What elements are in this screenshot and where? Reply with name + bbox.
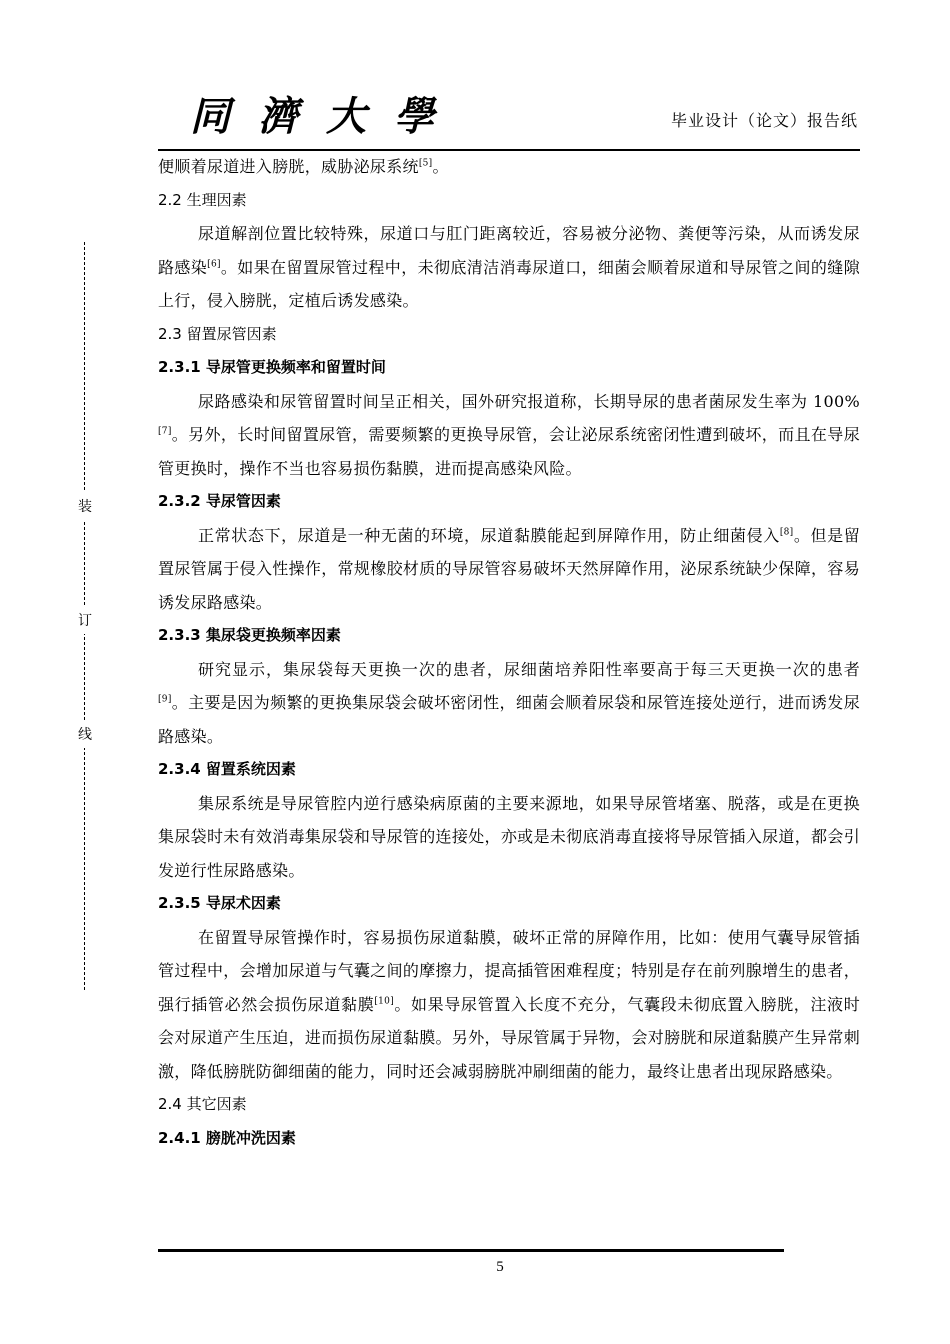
paragraph-text: 正常状态下，尿道是一种无菌的环境，尿道黏膜能起到屏障作用，防止细菌侵入: [198, 525, 780, 545]
paragraph: [158, 217, 860, 318]
footer-rule: [158, 1249, 784, 1252]
citation: [9]: [158, 694, 172, 705]
paragraph-text: 便顺着尿道进入膀胱，威胁泌尿系统: [158, 157, 419, 176]
paragraph-text: 。: [432, 157, 449, 176]
paragraph-text: 。如果在留置尿管过程中，未彻底清洁消毒尿道口，细菌会顺着尿道和导尿管之间的缝隙上行，侵入膀胱，定植后诱发感染。: [158, 257, 860, 310]
section-heading-2-4: 2.4 其它因素: [158, 1095, 247, 1113]
binding-mark-xian: 线: [77, 720, 93, 748]
paragraph: 集尿系统是导尿管腔内逆行感染病原菌的主要来源地，如果导尿管堵塞、脱落，或是在更换集尿袋时未有效消毒集尿袋和导尿管的连接处，亦或是未彻底消毒直接将导尿管插入尿道，都会引发逆行性尿路感染。: [158, 793, 860, 880]
section-heading-2-3-3: 2.3.3 集尿袋更换频率因素: [158, 626, 341, 644]
paragraph-text: 。另外，长时间留置尿管，需要频繁的更换导尿管，会让泌尿系统密闭性遭到破坏，而且在导尿管更换时，操作不当也容易损伤黏膜，进而提高感染风险。: [158, 425, 860, 478]
paragraph-text: 尿路感染和尿管留置时间呈正相关，国外研究报道称，长期导尿的患者菌尿发生率为 100%: [198, 391, 860, 411]
paragraph: [158, 921, 860, 1089]
paragraph-text: 。主要是因为频繁的更换集尿袋会破坏密闭性，细菌会顺着尿袋和尿管连接处逆行，进而诱发尿路感染。: [158, 693, 860, 746]
section-heading-2-4-1: 2.4.1 膀胱冲洗因素: [158, 1128, 296, 1147]
section-heading-2-3-5: 2.3.5 导尿术因素: [158, 894, 281, 912]
binding-mark-zhuang: 装: [77, 492, 93, 520]
page-number: 5: [496, 1259, 504, 1275]
paragraph-text: 。但是留置尿管属于侵入性操作，常规橡胶材质的导尿管容易破坏天然屏障作用，泌尿系统缺少保障，容易诱发尿路感染。: [158, 525, 860, 612]
report-label: 毕业设计（论文）报告纸: [670, 111, 858, 130]
section-heading-2-3: 2.3 留置尿管因素: [158, 324, 277, 343]
section-heading-2-3-4: 2.3.4 留置系统因素: [158, 760, 296, 778]
binding-mark-ding: 订: [77, 606, 93, 634]
continued-paragraph: [158, 150, 860, 184]
paragraph: [158, 385, 860, 486]
section-heading-2-3-2: 2.3.2 导尿管因素: [158, 492, 281, 510]
section-heading-2-2: 2.2 生理因素: [158, 190, 247, 209]
page-content: [158, 150, 860, 1155]
citation: [10]: [374, 996, 395, 1007]
paragraph-text: 尿道解剖位置比较特殊，尿道口与肛门距离较近，容易被分泌物、粪便等污染，从而诱发尿路感染: [158, 224, 860, 277]
paragraph-text: 。如果导尿管置入长度不充分，气囊段未彻底置入膀胱，注液时会对尿道产生压迫，进而损伤尿道黏膜。另外，导尿管属于异物，会对膀胱和尿道黏膜产生异常刺激，降低膀胱防御细菌的能力，同时还会减弱膀胱冲刷细菌的能力，最终让患者出现尿路感染。: [158, 994, 860, 1081]
paragraph-text: 在留置导尿管操作时，容易损伤尿道黏膜，破坏正常的屏障作用，比如：使用气囊导尿管插管过程中，会增加尿道与气囊之间的摩擦力，提高插管困难程度；特别是存在前列腺增生的患者，强行插管必然会损伤尿道黏膜: [158, 927, 860, 1014]
paragraph-text: 研究显示，集尿袋每天更换一次的患者，尿细菌培养阳性率要高于每三天更换一次的患者: [198, 659, 860, 679]
citation: [6]: [207, 259, 221, 270]
paragraph: [158, 653, 860, 754]
citation: [8]: [779, 527, 794, 538]
paragraph: [158, 519, 860, 620]
citation: [5]: [418, 158, 433, 169]
citation: [7]: [158, 426, 172, 437]
university-logo: 同濟大學: [190, 93, 462, 140]
section-heading-2-3-1: 2.3.1 导尿管更换频率和留置时间: [158, 358, 386, 376]
